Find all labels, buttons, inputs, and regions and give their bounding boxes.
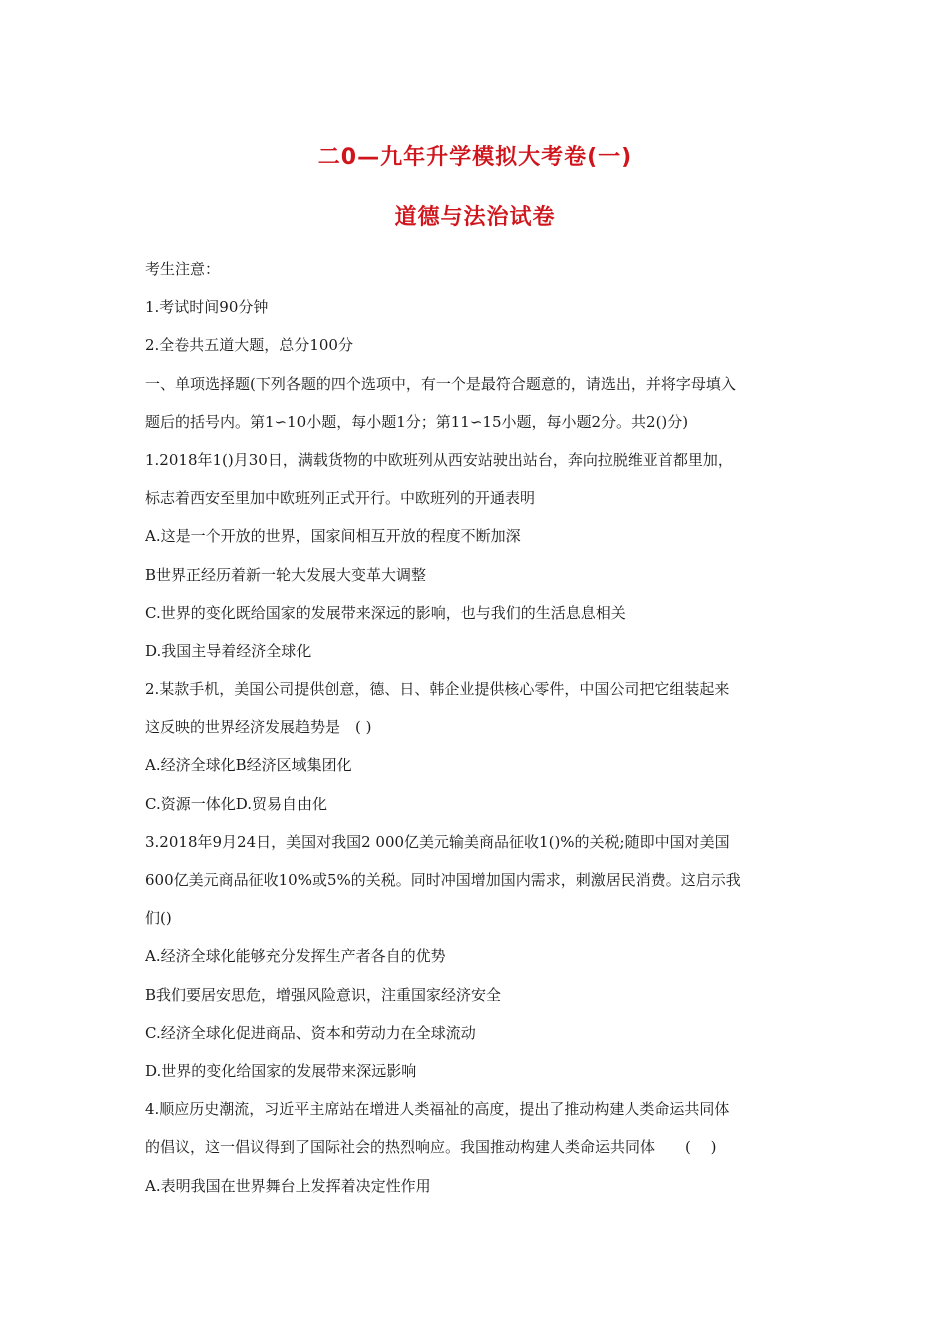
question-stem: 的倡议，这一倡议得到了国际社会的热烈响应。我国推动构建人类命运共同体 ( ) (145, 1138, 717, 1157)
notice-item: 1.考试时间90分钟 (145, 298, 269, 317)
answer-option: D.我国主导着经济全球化 (145, 641, 312, 660)
exam-subtitle: 道德与法治试卷 (394, 205, 556, 230)
question-stem: 4.顺应历史潮流，习近平主席站在增进人类福祉的高度，提出了推动构建人类命运共同体 (145, 1100, 730, 1119)
question-stem: 3.2018年9月24日，美国对我国2 000亿美元输美商品征收1()%的关税;随即中国对美国 (145, 832, 730, 851)
question-stem: 600亿美元商品征收10%或5%的关税。同时冲国增加国内需求，刺激居民消费。这启示我 (145, 871, 741, 889)
answer-option: B我们要居安思危，增强风险意识，注重国家经济安全 (145, 985, 502, 1004)
answer-option: C.资源一体化D.贸易自由化 (145, 794, 327, 813)
answer-option: C.世界的变化既给国家的发展带来深远的影响，也与我们的生活息息相关 (145, 603, 626, 622)
notice-item: 2.全卷共五道大题，总分100分 (145, 336, 353, 355)
notice-heading: 考生注意： (145, 260, 221, 278)
question-stem: 们() (145, 909, 172, 928)
question-stem: 这反映的世界经济发展趋势是 ( ) (145, 718, 372, 737)
answer-option: A.经济全球化能够充分发挥生产者各自的优势 (145, 947, 446, 966)
answer-option: C.经济全球化促进商品、资本和劳动力在全球流动 (145, 1023, 476, 1042)
section-instructions: 一、单项选择题(下列各题的四个选项中，有一个是最符合题意的，请选出，并将字母填入 (145, 374, 736, 393)
answer-option: A.经济全球化B经济区域集团化 (145, 756, 352, 775)
answer-option: D.世界的变化给国家的发展带来深远影响 (145, 1061, 417, 1080)
exam-title: 二0—九年升学模拟大考卷(一) (317, 145, 633, 170)
question-stem: 标志着西安至里加中欧班列正式开行。中欧班列的开通表明 (145, 489, 536, 508)
answer-option: A.表明我国在世界舞台上发挥着决定性作用 (145, 1176, 431, 1195)
section-instructions: 题后的括号内。第1∽10小题，每小题1分；第11∽15小题，每小题2分。共2()分) (145, 412, 689, 431)
question-stem: 1.2018年1()月30日，满载货物的中欧班列从西安站驶出站台，奔向拉脱维亚首都里加， (145, 450, 733, 469)
question-stem: 2.某款手机，美国公司提供创意，德、日、韩企业提供核心零件，中国公司把它组装起来 (145, 680, 730, 699)
answer-option: A.这是一个开放的世界，国家间相互开放的程度不断加深 (145, 527, 521, 546)
answer-option: B世界正经历着新一轮大发展大变革大调整 (145, 565, 427, 584)
exam-body (145, 250, 815, 1205)
